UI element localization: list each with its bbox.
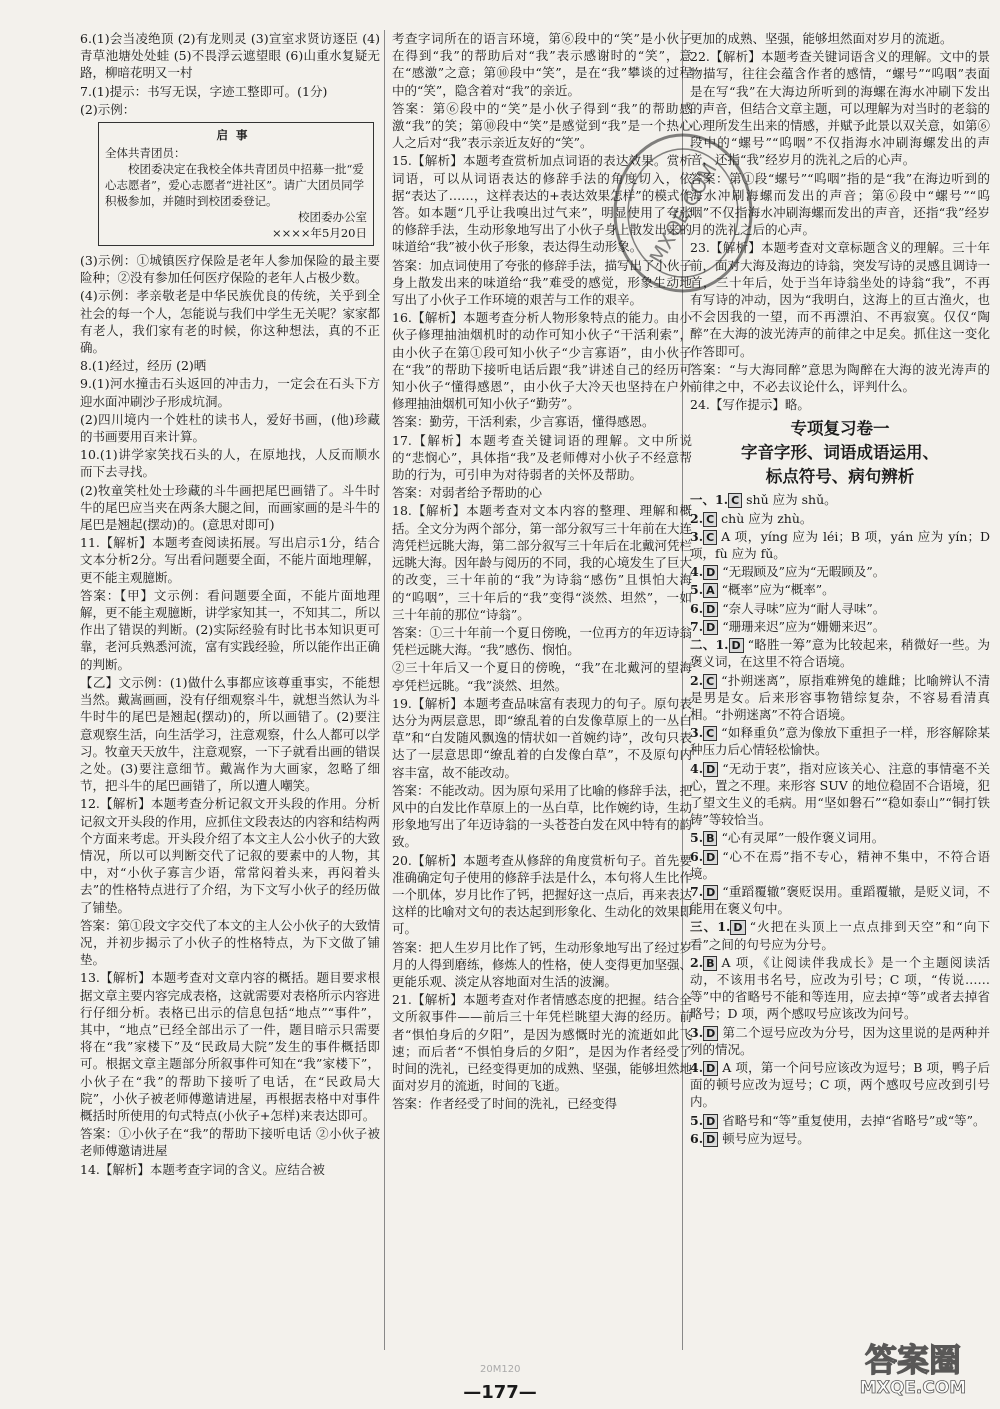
column-middle: [392, 30, 692, 1360]
page-number: —177—: [463, 1382, 537, 1403]
question-number: 6.: [690, 600, 704, 616]
question-number: 2.: [690, 672, 704, 688]
answer-paragraph: (4)示例：孝亲敬老是中华民族优良的传统，关乎到全社会的每一个人，怎能说与我们中学生无关呢？家家都有老人，我们家有老的时候，你这种想法，真的不正确。: [80, 288, 380, 356]
choice-answer: [690, 563, 990, 580]
choice-answer: [690, 510, 990, 527]
answer-explanation: “心不在焉”指不专心，精神不集中，不符合语境。: [690, 848, 990, 881]
answer-letter-badge: C: [703, 726, 717, 741]
answer-paragraph: 答案：把人生岁月比作了钙，生动形象地写出了经过岁月的人得到磨练，修炼人的性格，使人变得更加坚强、更能乐观、淡定从容地面对生活的波澜。: [392, 939, 692, 989]
answer-paragraph: 答案：勤劳，干活利索，少言寡语，懂得感恩。: [392, 414, 655, 430]
question-number: 3.: [690, 528, 704, 544]
answer-paragraph: 15.【解析】本题考查赏析加点词语的表达效果。赏析词语，可以从词语表达的修辞手法的角度切入，依据“表达了……，这样表达的+表达效果怎样”的模式作答。如本题“几乎让我嗅出过气来”，明显使用了夸张的修辞手法，生动形象地写出了小伙子身上散发出来的味道给“我”被小伙子形象，表达得生动形象。: [392, 153, 692, 255]
answer-paragraph: 10.(1)讲学家笑找石头的人，在原地找，人反而顺水而下去寻找。: [80, 447, 380, 480]
question-number: 6.: [690, 1130, 704, 1146]
answer-letter-badge: D: [703, 850, 718, 865]
answer-paragraph: 7.(1)提示：书写无误，字迹工整即可。(1分): [80, 83, 328, 99]
answer-paragraph: 18.【解析】本题考查对文本内容的整理、理解和概括。全文分为两个部分，第一部分叙写三十年前在大连湾凭栏远眺大海，第二部分叙写三十年后在北戴河凭栏远眺大海。因年龄与阅历的不同，我的心境发生了巨大的改变，三十年前的“我”为诗翁“感伤”且惧怕大海的“呜咽”，三十年后的“我”变得“淡然、坦然”，一如三十年前的那位“诗翁”。: [392, 503, 692, 622]
choice-answer: [690, 600, 990, 617]
watermark-url: MXQE.COM: [859, 1378, 967, 1398]
answer-list: [80, 252, 380, 1178]
choice-answer: [690, 491, 990, 508]
question-number: 3.: [690, 725, 704, 741]
watermark-logo: [838, 1333, 988, 1399]
choice-answer: [690, 618, 990, 635]
answer-paragraph: 9.(1)河水撞击石头返回的冲击力，一定会在石头下方迎水面冲刷沙子形成坑洞。: [80, 376, 380, 409]
notice-body: 校团委决定在我校全体共青团员中招募一批“爱心志愿者”，爱心志愿者“进社区”。请广大团员同学积极参加，并随时到校团委登记。: [105, 162, 365, 209]
answer-paragraph: (2)四川境内一个姓杜的读书人，爱好书画，(他)珍藏的书画要用百来计算。: [80, 411, 380, 445]
answer-letter-badge: C: [728, 493, 742, 508]
answer-paragraph: 12.【解析】本题考查分析记叙文开头段的作用。分析记叙文开头段的作用，应抓住文段表达的内容和结构两个方面来考虑。开头段介绍了本文主人公小伙子的大致情况，所以可以判断交代了记叙的要素中的人物，其中，对“小伙子寡言少语，常常闷着头来，再闷着头去”的性格特点进行了介绍，为下文写小伙子的经历做了铺垫。: [80, 796, 380, 915]
answer-explanation: “无动于衷”，指对应该关心、注意的事情毫不关心，置之不理。来形容 SUV 的地位稳固不合语境，犯了望文生义的毛病。用“坚如磐石”“稳如泰山”“铜打铁铸”等较恰当。: [690, 760, 990, 828]
answer-explanation: “扑朔迷离”，原指难辨兔的雄雌；比喻辨认不清是男是女。后来形容事物错综复杂，不容易看清真相。“扑朔迷离”不符合语境。: [690, 672, 990, 722]
answer-letter-badge: C: [703, 512, 717, 527]
choice-answer: [690, 883, 990, 917]
answer-explanation: 第二个逗号应改为分号，因为这里说的是两种并列的情况。: [690, 1024, 990, 1057]
answer-letter-badge: D: [730, 920, 745, 935]
answer-paragraph: 19.【解析】本题考查品味富有表现力的句子。原句表达分为两层意思，即“缭乱着的白发像草原上的一丛白草”和“白发随风飘逸的情状如一首婉约诗”，改句只表达了一层意思即“缭乱着的白发像白草”，不及原句内容丰富，故不能改动。: [392, 695, 692, 780]
question-number: 2.: [690, 954, 704, 970]
answer-paragraph: ②三十年后又一个夏日的傍晚，“我”在北戴河的望海亭凭栏远眺。“我”淡然、坦然。: [392, 660, 692, 693]
question-number: 二、1.: [690, 637, 729, 653]
answer-paragraph: 20.【解析】本题考查从修辞的角度赏析句子。首先要准确确定句子使用的修辞手法是什么，本句将人生比作一个肌体，岁月比作了钙，把握好这一点后，再来表达这样的比喻对文句的表达起到形象化、生动化的效果即可。: [392, 852, 692, 937]
section-title-line: 字音字形、词语成语运用、: [741, 443, 939, 463]
notice-title: 启事: [216, 128, 256, 143]
answer-paragraph: 17.【解析】本题考查关键词语的理解。文中所说的“悲悯心”，具体指“我”及老师傅对小伙子不经意帮助的行为，可引申为对待弱者的关怀及帮助。: [392, 432, 692, 483]
print-code: 20M120: [480, 1364, 521, 1375]
choice-answer: [690, 1112, 990, 1129]
question-number: 4.: [690, 564, 704, 580]
question-number: 3.: [690, 1024, 704, 1040]
choice-answer: [690, 829, 990, 846]
answer-explanation: shǔ 应为 shǔ。: [746, 492, 837, 508]
answer-explanation: A 项，第一个问号应该改为逗号；B 项，鸭子后面的顿号应改为逗号；C 项，两个感叹号应改到引号内。: [690, 1059, 990, 1110]
question-number: 5.: [690, 582, 704, 598]
answer-explanation: A 项，《让阅读伴我成长》是一个主题阅读活动，不该用书名号，应改为引号；C 项，“传说……等”中的省略号不能和等连用，应去掉“等”或者去掉省略号；D 项，两个感叹号应该改为问号。: [690, 954, 990, 1022]
answer-explanation: 省略号和“等”重复使用，去掉“省略号”或“等”。: [722, 1112, 986, 1128]
answer-letter-badge: D: [703, 602, 718, 617]
answer-letter-badge: D: [703, 620, 718, 635]
answer-explanation: “无瑕顾及”应为“无暇顾及”。: [722, 564, 886, 580]
answer-paragraph: 14.【解析】本题考查字词的含义。应结合被: [80, 1161, 325, 1177]
answer-explanation: 顿号应为逗号。: [722, 1130, 810, 1146]
answer-paragraph: 【乙】文示例：(1)做什么事都应该尊重事实，不能想当然。戴嵩画画，没有仔细观察斗牛，就想当然认为斗牛时牛的尾巴是翘起(摆动)的，所以画错了。(2)要注意观察生活，向生活学习，注意观察，什么人都可以学习。牧童天天放牛，注意观察，一下子就看出画的错误之处。(3)要注意细节。戴嵩作为大画家，忽略了细节，把斗牛的尾巴画错了，所以遭人嘲笑。: [80, 674, 380, 794]
answer-letter-badge: D: [729, 638, 744, 653]
choice-answer-list: [690, 491, 990, 1147]
choice-answer: [690, 581, 990, 598]
question-number: 6.: [690, 848, 704, 864]
answer-paragraph: 答案：对弱者给予帮助的心: [392, 485, 543, 501]
answer-paragraph: 答案：不能改动。因为原句采用了比喻的修辞手法，把风中的白发比作草原上的一丛白草，比作婉约诗，生动形象地写出了年迈诗翁的一头苍苍白发在风中特有的韵致。: [392, 782, 692, 850]
choice-answer: [690, 1130, 990, 1147]
stamp-text: MXQE.COM: [644, 158, 722, 268]
answer-paragraph: 21.【解析】本题考查对作者情感态度的把握。结合全文所叙事件——前后三十年凭栏眺望大海的经历。前者“惧怕身后的夕阳”，是因为感慨时光的流逝如此飞速；而后者“不惧怕身后的夕阳”，是因为作者经受了时间的洗礼，已经变得更加的成熟、坚强，能够坦然地面对岁月的流逝，时间的飞逝。: [392, 992, 692, 1094]
answer-explanation: “重蹈覆辙”褒贬误用。重蹈覆辙，是贬义词，不能用在褒义句中。: [690, 883, 990, 917]
answer-explanation: chù 应为 zhù。: [721, 510, 813, 526]
answer-paragraph: (2)示例：: [80, 101, 136, 117]
answer-paragraph: 11.【解析】本题考查阅读拓展。写出启示1分，结合文本分析2分。写出看问题要全面，不能片面地理解，更不能主观臆断。: [80, 535, 380, 585]
answer-letter-badge: D: [703, 1061, 718, 1076]
answer-paragraph: 更加的成熟、坚强，能够坦然面对岁月的流逝。: [690, 31, 953, 46]
notice-greeting: 全体共青团员：: [105, 146, 186, 161]
choice-answer: [690, 760, 990, 829]
answer-paragraph: 答案：①小伙子在“我”的帮助下接听电话 ②小伙子被老师傅邀请进屋: [80, 1126, 380, 1159]
column-divider: [384, 30, 385, 1350]
section-title-line: 标点符号、病句辨析: [765, 467, 915, 487]
answer-explanation: “火把在头顶上一点点排到天空”和“向下看”之间的句号应为分号。: [690, 919, 990, 952]
answer-paragraph: 8.(1)经过，经历 (2)晒: [80, 358, 207, 374]
answer-list: [690, 30, 990, 413]
question-number: 2.: [690, 510, 704, 526]
choice-answer: [690, 724, 990, 758]
answer-letter-badge: D: [703, 1026, 718, 1041]
choice-answer: [690, 672, 990, 724]
answer-letter-badge: D: [703, 565, 718, 580]
notice-signer: 校团委办公室: [298, 210, 367, 225]
choice-answer: [690, 636, 990, 670]
answer-letter-badge: B: [703, 956, 717, 971]
answer-paragraph: 答案：第⑥段中的“笑”是小伙子得到“我”的帮助感激“我”的笑；第⑩段中“笑”是感觉到“我”是一个热心人之后对“我”表示亲近友好的“笑”。: [392, 100, 692, 151]
answer-paragraph: 答案：第①段文字交代了本文的主人公小伙子的大致情况，并初步揭示了小伙子的性格特点，为下文做了铺垫。: [80, 917, 380, 968]
answer-paragraph: 答案：第①段“螺号”“呜咽”指的是“我”在海边听到的海水冲刷海螺而发出的声音；第⑥段中“螺号”“呜咽”不仅指海水冲刷海螺而发出的声音，还指“我”经岁月的洗礼之后的心声。: [690, 170, 990, 238]
answer-letter-badge: D: [703, 885, 718, 900]
answer-explanation: “心有灵犀”一般作褒义词用。: [721, 830, 885, 846]
answer-letter-badge: C: [703, 530, 717, 545]
question-number: 5.: [690, 1112, 704, 1128]
section-title: [690, 417, 990, 489]
choice-answer: [690, 1024, 990, 1058]
answer-explanation: A 项，yíng 应为 léi；B 项，yán 应为 yín；D 项，fù 应为 fǔ。: [690, 528, 990, 562]
answer-paragraph: 16.【解析】本题考查分析人物形象特点的能力。由小伙子修理抽油烟机时的动作可知小伙子“干活利索”，由小伙子在第①段可知小伙子“少言寡语”，由小伙子在“我”的帮助下接听电话后跟“我”讲述自己的经历可知小伙子“懂得感恩”，由小伙子大冷天也坚持在户外修理抽油烟机可知小伙子“勤劳”。: [392, 310, 692, 412]
question-number: 三、1.: [690, 919, 731, 935]
answer-paragraph: (3)示例：①城镇医疗保险是老年人参加保险的最主要险种；②没有参加任何医疗保险的老年人占极少数。: [80, 253, 380, 286]
answer-paragraph: 24.【写作提示】略。: [690, 397, 810, 413]
answer-paragraph: 答案：加点词使用了夸张的修辞手法，描写出了小伙子身上散发出来的味道给“我”难受的感觉，形象生动地写出了小伙子工作环境的艰苦与工作的艰辛。: [392, 257, 692, 308]
question-number: 4.: [690, 1059, 704, 1075]
answer-paragraph: 答案：【甲】文示例：看问题要全面，不能片面地理解，更不能主观臆断，讲学家知其一，不知其二，所以作出了错误的判断。(2)实际经验有时比书本知识更可靠，老河兵熟悉河流，富有实践经验，所以能作出正确的判断。: [80, 587, 380, 672]
answer-paragraph: 23.【解析】本题考查对文章标题含义的理解。三十年前，面对大海及海边的诗翁，突发写诗的灵感且调诗一首，三十年后，处于当年诗翁坐处的诗翁“我”，不再有写诗的冲动，因为“我明白，这海上的亘古渔火，也不会因我的一望，而不再漂泊、不再寂寞。仅仅“陶醉”在大海的波光涛声的前律之中足矣。抓住这一变化作答即可。: [690, 240, 990, 359]
answer-paragraph: 考查字词所在的语言环境，第⑥段中的“笑”是小伙子在得到“我”的帮助后对“我”表示感谢时的“笑”，意在“感激”之意；第⑩段中“笑”，是在“我”攀谈的过程中的“笑”，隐含着对“我”的亲近。: [392, 31, 692, 98]
choice-answer: [690, 528, 990, 562]
column-left: [80, 30, 380, 1360]
answer-explanation: “珊珊来迟”应为“姗姗来迟”。: [722, 618, 886, 634]
answer-letter-badge: D: [703, 762, 718, 777]
choice-answer: [690, 848, 990, 882]
notice-date: ××××年5月20日: [272, 226, 367, 241]
question-number: 一、1.: [690, 492, 729, 508]
answer-letter-badge: D: [703, 1132, 718, 1147]
answer-paragraph: 13.【解析】本题考查对文章内容的概括。题目要求根据文章主要内容完成表格，这就需要对表格所示内容进行仔细分析。表格已出示的信息包括“地点”“事件”，其中，“地点”已经全部出示了一件，题目暗示只需要将在“我”家楼下”及“民政局大院”发生的事件概括即可。根据文章主题部分所叙事件可知在“我”家楼下”，小伙子在“我”的帮助下接听了电话，在“民政局大院”，小伙子被老师傅邀请进屋，再根据表格中对事件概括时所使用的句式特点(小伙子+怎样)来表达即可。: [80, 970, 380, 1123]
choice-answer: [690, 918, 990, 952]
answer-explanation: “概率”应为“概率”。: [721, 582, 835, 598]
answer-paragraph: (2)牧童笑杜处士珍藏的斗牛画把尾巴画错了。斗牛时牛的尾巴应当夹在两条大腿之间，而画家画的是斗牛的尾巴是翘起(摆动)的。(意思对即可): [80, 482, 380, 533]
section-title-line: 专项复习卷一: [790, 419, 890, 439]
answer-paragraph: 6.(1)会当凌绝顶 (2)有龙则灵 (3)宣室求贤访逐臣 (4)青草池塘处处蛙 (5)不畏浮云遮望眼 (6)山重水复疑无路，柳暗花明又一村: [80, 31, 380, 81]
choice-answer: [690, 1059, 990, 1111]
choice-answer: [690, 954, 990, 1023]
answer-letter-badge: C: [703, 674, 717, 689]
column-right: [690, 30, 990, 1360]
answer-list: [392, 30, 692, 1113]
answer-letter-badge: D: [703, 1114, 718, 1129]
answer-paragraph: 答案：“与大海同醉”意思为陶醉在大海的波光涛声的前律之中，不必去议论什么，评判什么。: [690, 361, 990, 395]
answer-paragraph: 答案：作者经受了时间的洗礼，已经变得: [392, 1096, 618, 1112]
question-number: 4.: [690, 760, 704, 776]
answer-letter-badge: A: [703, 583, 718, 598]
answer-letter-badge: B: [703, 831, 717, 846]
answer-page: [60, 30, 990, 1360]
answer-explanation: “奈人寻味”应为“耐人寻味”。: [722, 600, 886, 616]
answer-explanation: “如释重负”意为像放下重担子一样，形容解除某种压力后心情轻松愉快。: [690, 725, 990, 758]
watermark-text: 答案圈: [864, 1341, 962, 1379]
answer-explanation: “略胜一筹”意为比较起来，稍微好一些。为褒义词，在这里不符合语境。: [690, 637, 990, 670]
question-number: 7.: [690, 618, 704, 634]
answer-paragraph: 22.【解析】本题考查关键词语含义的理解。文中的景物描写，往往会蕴含作者的感情，“螺号”“呜咽”表面是在写“我”在大海边所听到的海螺在海水冲刷下发出的声音，但结合文章主题，可以理解为对当时的老翁的心理所发生出来的情感，并赋予此景以双关意，如第⑥段中的“螺号”“呜咽”不仅指海水冲刷海螺发出的声音，还指“我”经岁月的洗礼之后的心声。: [690, 49, 990, 168]
notice-box: [98, 122, 374, 246]
question-number: 7.: [690, 883, 704, 899]
answer-paragraph: 答案：①三十年前一个夏日傍晚，一位再方的年迈诗翁凭栏远眺大海。“我”感伤、悯怕。: [392, 624, 692, 658]
question-number: 5.: [690, 830, 704, 846]
